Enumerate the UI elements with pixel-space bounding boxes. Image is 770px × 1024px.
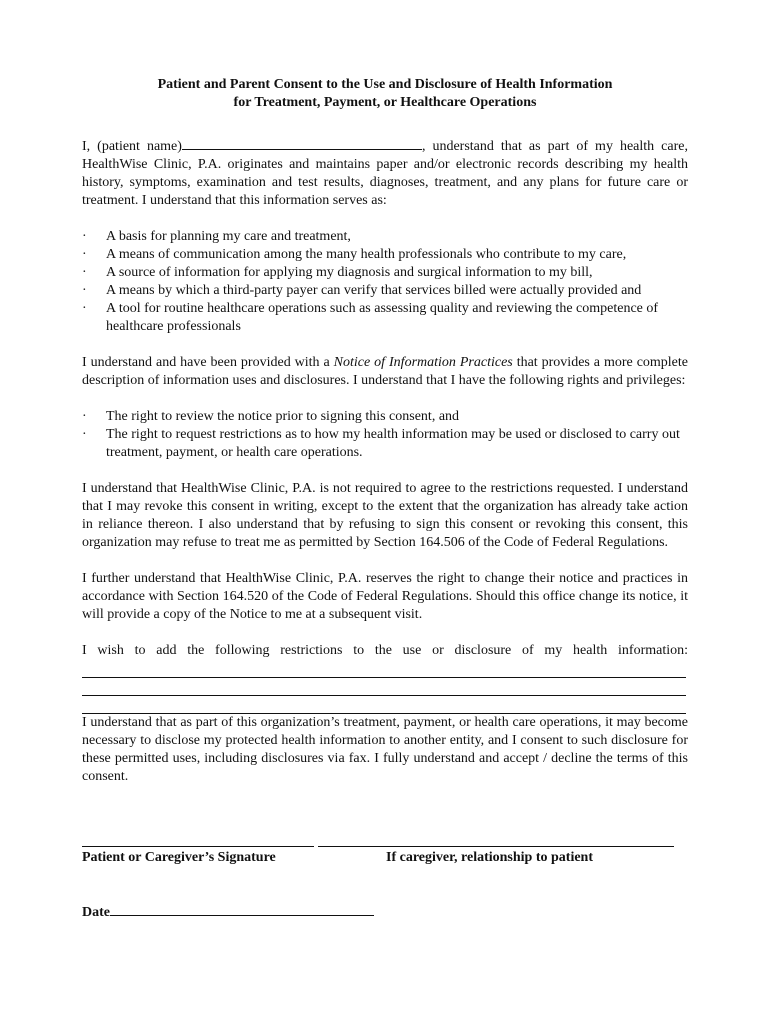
list-item: · A means of communication among the many health professionals who contribute to my care, bbox=[82, 247, 627, 262]
intro-paragraph bbox=[82, 138, 688, 210]
list-item: · A tool for routine healthcare operations such as assessing quality and reviewing the competence of healthcare professionals bbox=[82, 301, 659, 334]
restriction-line[interactable] bbox=[82, 678, 686, 696]
restriction-line[interactable] bbox=[82, 660, 686, 678]
restrictions-paragraph: I understand that HealthWise Clinic, P.A. is not required to agree to the restrictions requested. I understand that I may revoke this consent in writing, except to the extent that the organization has already take action in reliance thereon. I also understand that by refusing to sign this consent or revoking this consent, this organization may refuse to treat me as permitted by Section 164.506 of the Code of Federal Regulations. bbox=[82, 481, 688, 550]
date-row bbox=[82, 903, 688, 922]
list-item: · A basis for planning my care and treatment, bbox=[82, 229, 351, 244]
patient-signature-line[interactable] bbox=[82, 834, 314, 847]
relationship-label: If caregiver, relationship to patient bbox=[386, 850, 594, 865]
date-line[interactable] bbox=[110, 903, 374, 916]
list-item: · The right to request restrictions as to how my health information may be used or disclosed to carry out treatment, payment, or health care operations. bbox=[82, 427, 680, 460]
intro-suffix: , understand that as part of my health care, HealthWise Clinic, P.A. originates and maintains paper and/or electronic records describing my health history, symptoms, examination and test results, diagnoses, treatment, and any plans for future care or treatment. I understand that this information serves as: bbox=[82, 139, 688, 208]
title-line-1: Patient and Parent Consent to the Use and Disclosure of Health Information bbox=[157, 77, 613, 92]
signature-lines bbox=[82, 834, 688, 847]
list-item: · A source of information for applying my diagnosis and surgical information to my bill, bbox=[82, 265, 593, 280]
relationship-line[interactable] bbox=[318, 834, 674, 847]
date-label: Date bbox=[82, 905, 110, 920]
rights-list bbox=[82, 408, 688, 462]
consent-paragraph: I understand that as part of this organization’s treatment, payment, or health care operations, it may become necessary to disclose my protected health information to another entity, and I consent to such disclosure for these permitted uses, including disclosures via fax. I fully understand and accept / decline the terms of this consent. bbox=[82, 715, 688, 784]
patient-name-blank[interactable] bbox=[182, 148, 422, 150]
changes-paragraph: I further understand that HealthWise Clinic, P.A. reserves the right to change their notice and practices in accordance with Section 164.520 of the Code of Federal Regulations. Should this office change its notice, it will provide a copy of the Notice to me at a subsequent visit. bbox=[82, 571, 688, 622]
restriction-line[interactable] bbox=[82, 696, 686, 714]
intro-prefix: I, (patient name) bbox=[82, 139, 182, 154]
document-title bbox=[82, 76, 688, 112]
notice-title: Notice of Information Practices bbox=[333, 355, 513, 370]
title-line-2: for Treatment, Payment, or Healthcare Operations bbox=[233, 95, 537, 110]
list-item: · The right to review the notice prior to signing this consent, and bbox=[82, 409, 460, 424]
patient-signature-label: Patient or Caregiver’s Signature bbox=[82, 850, 276, 865]
uses-list bbox=[82, 228, 688, 336]
signature-labels bbox=[82, 849, 688, 867]
list-item: · A means by which a third-party payer can verify that services billed were actually provided and bbox=[82, 283, 642, 298]
wish-paragraph: I wish to add the following restrictions to the use or disclosure of my health information: bbox=[82, 643, 688, 658]
notice-paragraph: I understand and have been provided with a Notice of Information Practices that provides a more complete description of information uses and disclosures. I understand that I have the following rights and privileges: bbox=[82, 355, 689, 388]
